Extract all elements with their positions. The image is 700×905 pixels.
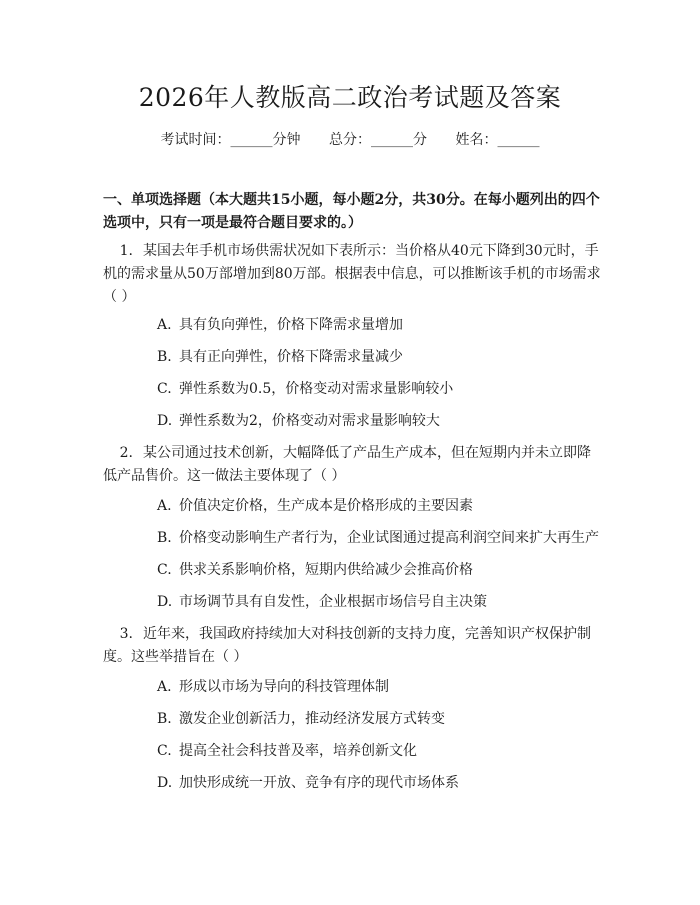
option-text: 弹性系数为0.5，价格变动对需求量影响较小 xyxy=(179,381,454,397)
option-letter: A. xyxy=(157,498,172,514)
option-letter: D. xyxy=(157,775,173,791)
option-text: 形成以市场为导向的科技管理体制 xyxy=(179,679,389,695)
option-letter: A. xyxy=(157,679,172,695)
option-text: 价值决定价格，生产成本是价格形成的主要因素 xyxy=(179,498,473,514)
exam-meta xyxy=(0,130,700,150)
option-1a xyxy=(157,315,403,335)
total-score-field: 总分：______分 xyxy=(329,132,427,148)
option-text: 提高全社会科技普及率，培养创新文化 xyxy=(179,743,417,759)
question-text: 某公司通过技术创新，大幅降低了产品生产成本，但在短期内并未立即降低产品售价。这一做法主要体现了（ ） xyxy=(103,445,591,484)
option-letter: B. xyxy=(157,349,172,365)
option-text: 供求关系影响价格，短期内供给减少会推高价格 xyxy=(179,562,473,578)
section-heading: 一、单项选择题（本大题共15小题，每小题2分，共30分。在每小题列出的四个选项中，只有一项是最符合题目要求的。） xyxy=(103,192,600,231)
exam-time-field: 考试时间：______分钟 xyxy=(160,132,301,148)
option-text: 具有负向弹性，价格下降需求量增加 xyxy=(179,317,403,333)
question-number: 1. xyxy=(119,243,133,259)
option-letter: D. xyxy=(157,594,173,610)
option-1d xyxy=(157,411,440,431)
option-letter: C. xyxy=(157,562,172,578)
question-3 xyxy=(103,623,603,669)
question-text: 近年来，我国政府持续加大对科技创新的支持力度，完善知识产权保护制度。这些举措旨在（ ） xyxy=(103,626,591,665)
option-letter: D. xyxy=(157,413,173,429)
option-3b xyxy=(157,709,445,729)
option-letter: C. xyxy=(157,381,172,397)
option-text: 加快形成统一开放、竞争有序的现代市场体系 xyxy=(179,775,459,791)
option-2d xyxy=(157,592,487,612)
question-text: 某国去年手机市场供需状况如下表所示：当价格从40元下降到30元时，手机的需求量从50万部增加到80万部。根据表中信息，可以推断该手机的市场需求（ ） xyxy=(103,243,601,305)
option-2a xyxy=(157,496,473,516)
student-name-field: 姓名：______ xyxy=(455,132,540,148)
question-2 xyxy=(103,442,603,488)
option-2b xyxy=(157,528,599,548)
option-letter: B. xyxy=(157,530,172,546)
question-number: 3. xyxy=(119,626,133,642)
option-text: 弹性系数为2，价格变动对需求量影响较大 xyxy=(179,413,440,429)
option-letter: C. xyxy=(157,743,172,759)
option-1c xyxy=(157,379,453,399)
question-number: 2. xyxy=(119,445,133,461)
option-text: 具有正向弹性，价格下降需求量减少 xyxy=(179,349,403,365)
option-text: 市场调节具有自发性，企业根据市场信号自主决策 xyxy=(179,594,487,610)
option-text: 价格变动影响生产者行为，企业试图通过提高利润空间来扩大再生产 xyxy=(179,530,599,546)
option-3c xyxy=(157,741,417,761)
option-text: 激发企业创新活力，推动经济发展方式转变 xyxy=(179,711,445,727)
question-1 xyxy=(103,240,603,309)
option-letter: A. xyxy=(157,317,172,333)
page-title: 2026年人教版高二政治考试题及答案 xyxy=(138,83,562,112)
option-3d xyxy=(157,773,459,793)
option-2c xyxy=(157,560,473,580)
option-1b xyxy=(157,347,403,367)
option-letter: B. xyxy=(157,711,172,727)
option-3a xyxy=(157,677,389,697)
